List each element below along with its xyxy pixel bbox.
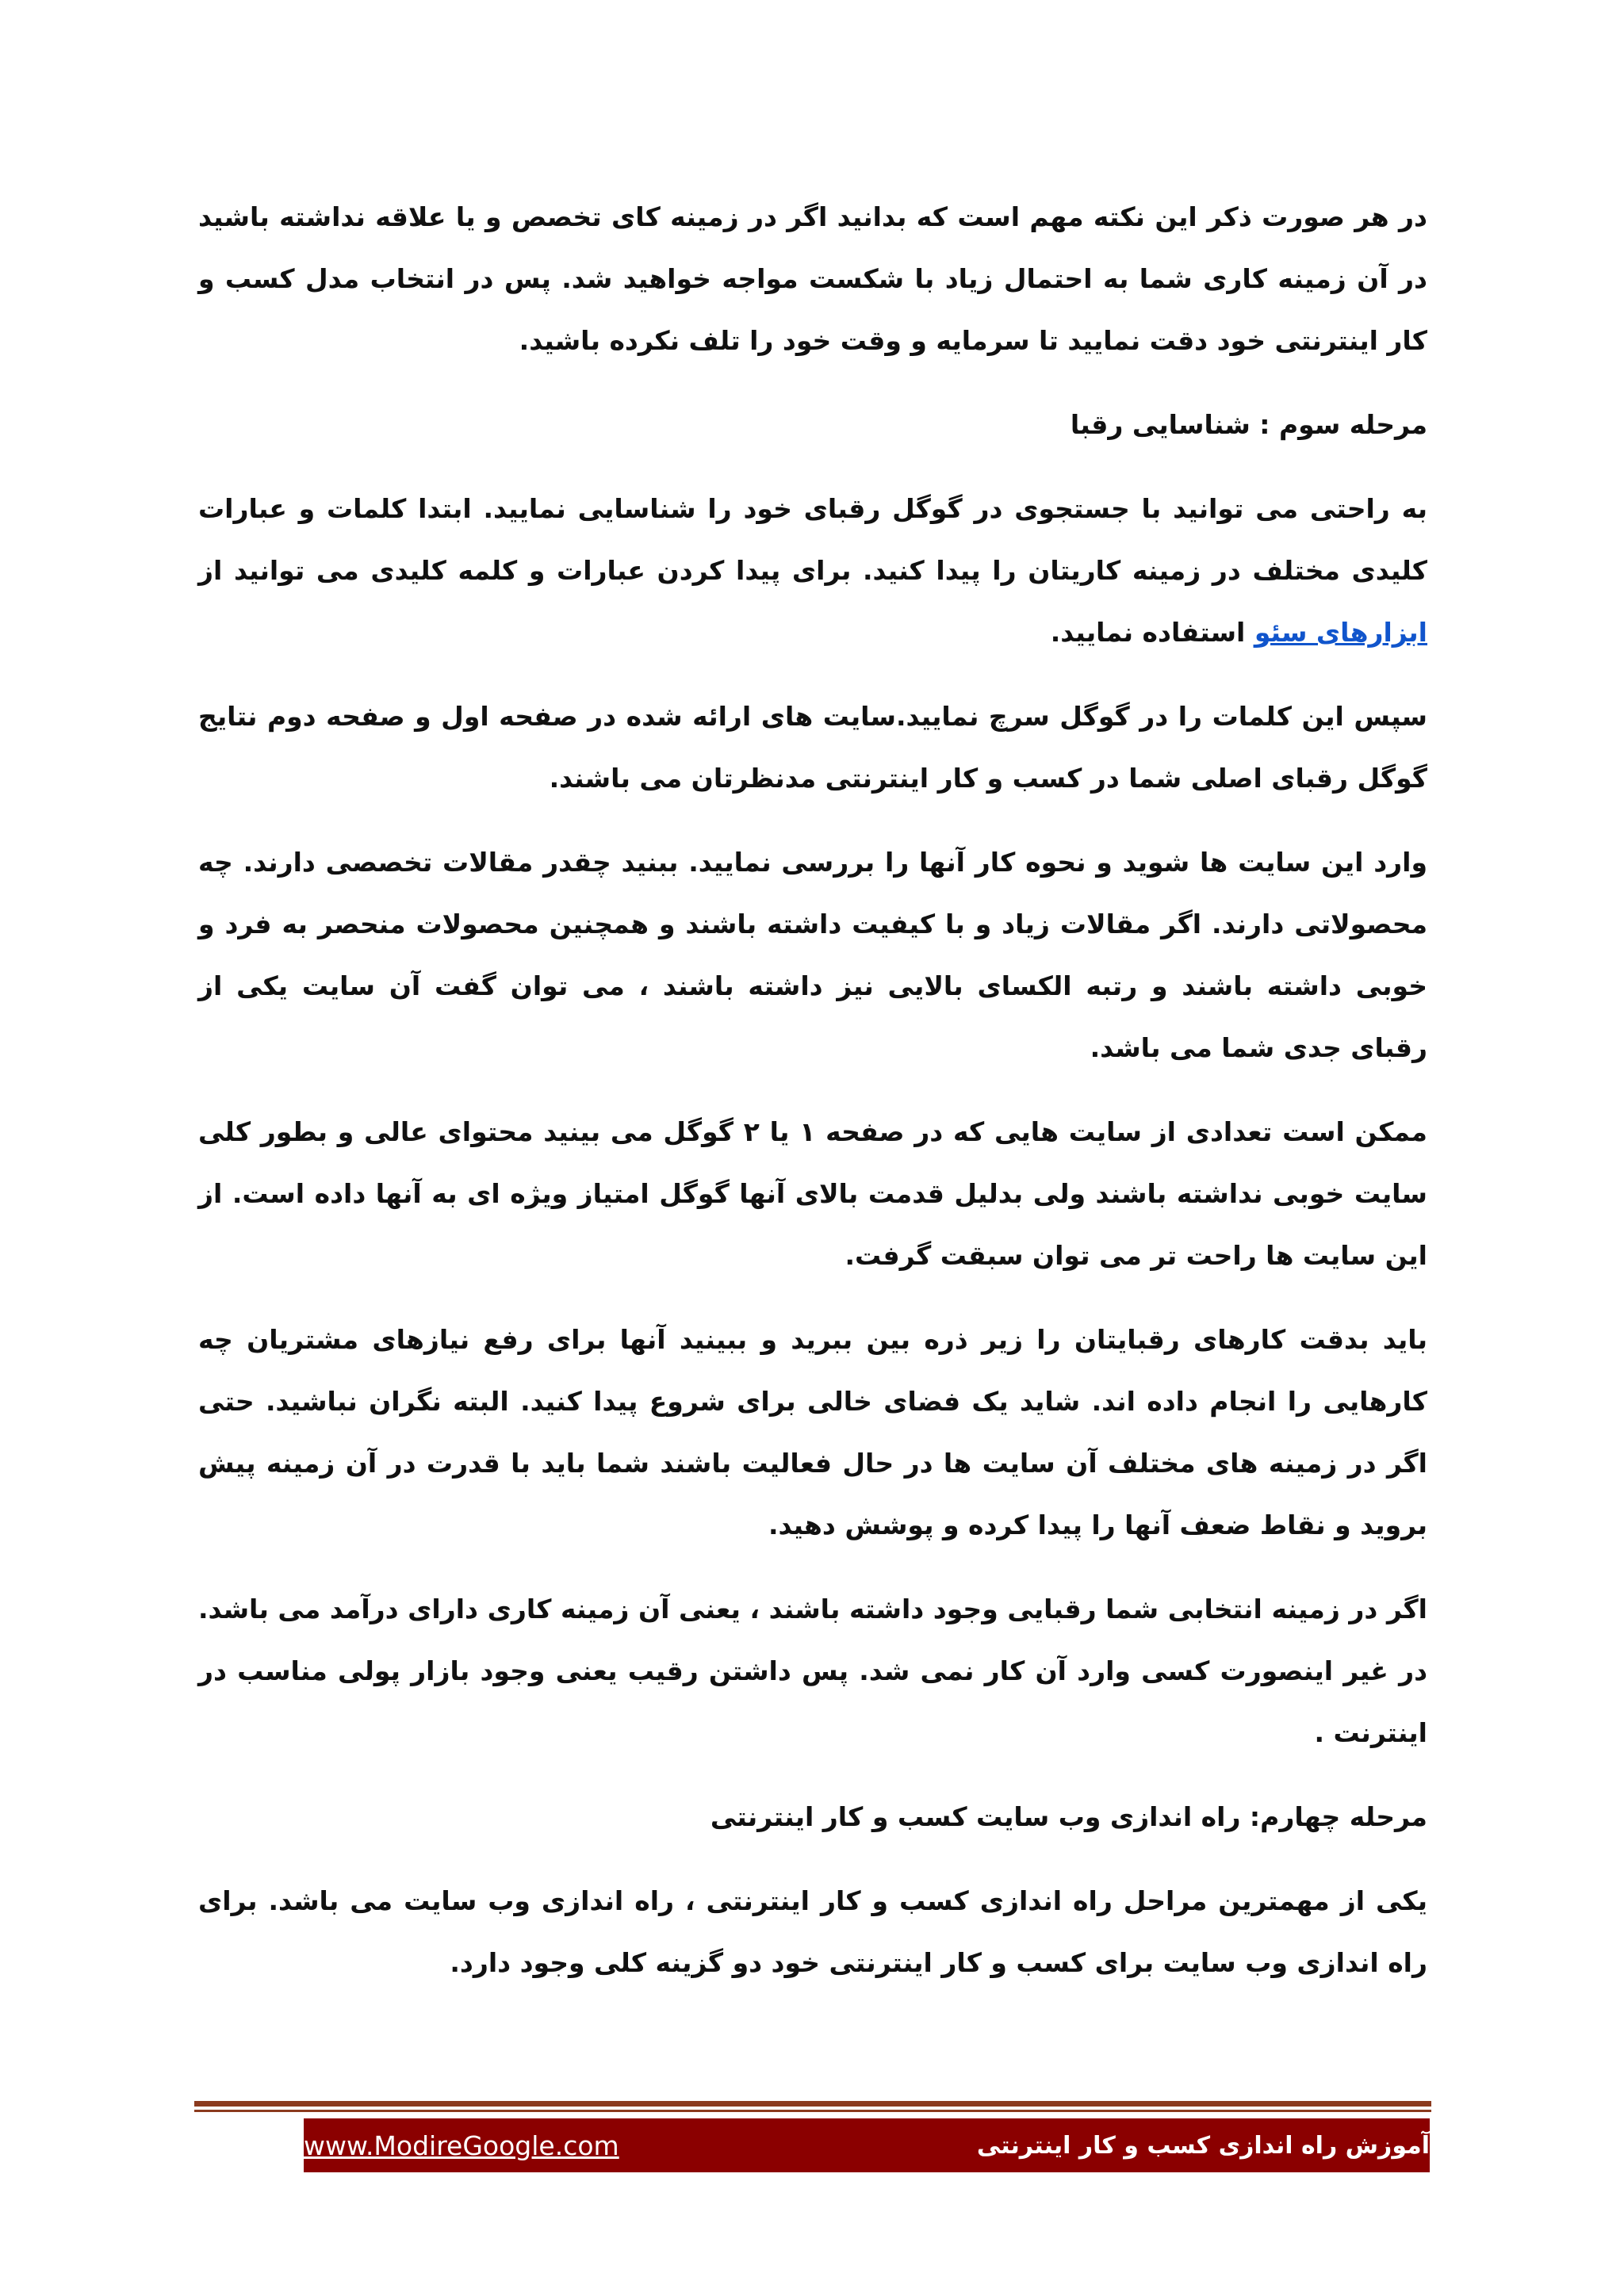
paragraph-market-exists: اگر در زمینه انتخابی شما رقبایی وجود داشته باشند ، یعنی آن زمینه کاری دارای درآمد می باشد. در غیر اینصورت کسی وارد آن کار نمی شد. پس داشتن رقیب یعنی وجود بازار پولی مناسب در اینترنت . [198,1594,1427,1748]
document-body [198,186,1427,2016]
heading-step-three: مرحله سوم : شناسایی رقبا [1070,409,1427,440]
paragraph-text-before-link: به راحتی می توانید با جستجوی در گوگل رقبای خود را شناسایی نمایید. ابتدا کلمات و عبارات کلیدی مختلف در زمینه کاریتان را پیدا کنید. برای پیدا کردن عبارات و کلمه کلیدی می توانید از [198,493,1427,586]
heading-step-four: مرحله چهارم: راه اندازی وب سایت کسب و کار اینترنتی [710,1801,1427,1832]
footer-bar [304,2118,1430,2172]
footer-divider-thick [194,2101,1431,2107]
paragraph-search-keywords: سپس این کلمات را در گوگل سرچ نمایید.سایت های ارائه شده در صفحه اول و صفحه دوم نتایج گوگل رقبای اصلی شما در کسب و کار اینترنتی مدنظرتان می باشند. [198,701,1427,794]
paragraph-text-after-link: استفاده نمایید. [1050,617,1254,648]
footer-website-link[interactable]: www.ModireGoogle.com [304,2130,619,2161]
paragraph-find-competitors [198,478,1427,664]
paragraph-old-sites: ممکن است تعدادی از سایت هایی که در صفحه ۱ یا ۲ گوگل می بینید محتوای عالی و بطور کلی سایت خوبی نداشته باشند ولی بدلیل قدمت بالای آنها گوگل امتیاز ویژه ای به آنها داده است. از این سایت ها راحت تر می توان سبقت گرفت. [198,1116,1427,1271]
footer-divider-thin [194,2110,1431,2112]
footer-title: آموزش راه اندازی کسب و کار اینترنتی [976,2131,1430,2160]
seo-tools-link[interactable]: ابزارهای سئو [1254,617,1427,648]
paragraph-review-sites: وارد این سایت ها شوید و نحوه کار آنها را بررسی نمایید. ببنید چقدر مقالات تخصصی دارند. چه محصولاتی دارند. اگر مقالات زیاد و با کیفیت داشته باشند و همچنین محصولات منحصر به فرد و خوبی داشته باشند و رتبه الکسای بالایی نیز داشته باشند ، می توان گفت آن سایت یکی از رقبای جدی شما می باشد. [198,847,1427,1063]
paragraph-website-launch: یکی از مهمترین مراحل راه اندازی کسب و کار اینترنتی ، راه اندازی وب سایت می باشد. برای راه اندازی وب سایت برای کسب و کار اینترنتی خود دو گزینه کلی وجود دارد. [198,1885,1427,1978]
paragraph-analyze-competitors: باید بدقت کارهای رقبایتان را زیر ذره بین ببرید و ببینید آنها برای رفع نیازهای مشتریان چه کارهایی را انجام داده اند. شاید یک فضای خالی برای شروع پیدا کنید. البته نگران نباشید. حتی اگر در زمینه های مختلف آن سایت ها در حال فعالیت باشند شما باید با قدرت در آن زمینه پیش بروید و نقاط ضعف آنها را پیدا کرده و پوشش دهید. [198,1324,1427,1540]
paragraph-specialty-warning: در هر صورت ذکر این نکته مهم است که بدانید اگر در زمینه کای تخصص و یا علاقه نداشته باشید در آن زمینه کاری شما به احتمال زیاد با شکست مواجه خواهید شد. پس در انتخاب مدل کسب و کار اینترنتی خود دقت نمایید تا سرمایه و وقت خود را تلف نکرده باشید. [198,201,1427,356]
